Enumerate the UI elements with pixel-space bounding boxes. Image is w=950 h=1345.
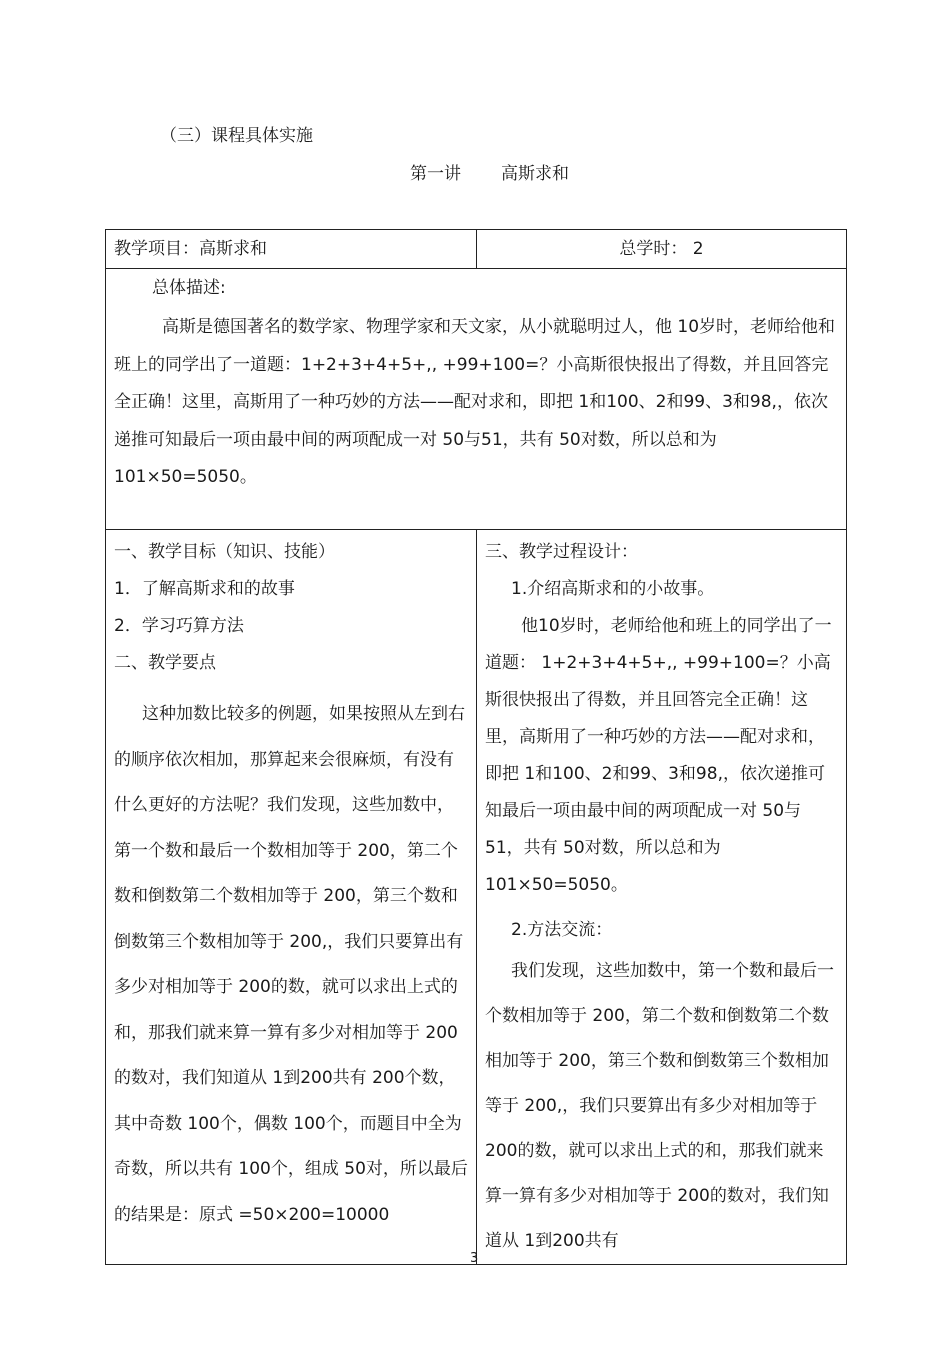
page-number: 3 xyxy=(470,1251,479,1266)
left-column xyxy=(106,530,477,1265)
section-heading: （三）课程具体实施 xyxy=(160,126,313,146)
step-2-title: 2.方法交流： xyxy=(511,920,613,940)
step-1-title: 1.介绍高斯求和的小故事。 xyxy=(511,579,715,599)
goal-2: 2．学习巧算方法 xyxy=(114,616,244,636)
step-1-text: 他10岁时，老师给他和班上的同学出了一道题： 1+2+3+4+5+,, +99+100=？小高斯很快报出了得数，并且回答完全正确！这里，高斯用了一种巧妙的方法——配对求和，即把 1和100、2和99、3和98,，依次递推可知最后一项由最中间的两项配成一对 50与51，共有 50对数，所以总和为 101×50=5050。 xyxy=(485,616,832,895)
lecture-topic: 高斯求和 xyxy=(501,164,569,184)
step-2-text: 我们发现，这些加数中，第一个数和最后一个数相加等于 200，第二个数和倒数第二个数相加等于 200，第三个数和倒数第三个数相加等于 200,，我们只要算出有多少对相加等于 200的数，就可以求出上式的和，那我们就来算一算有多少对相加等于 200的数对，我们知道从 1到200共有 xyxy=(485,961,834,1251)
process-title: 三、教学过程设计： xyxy=(485,542,638,562)
keypoints-text: 这种加数比较多的例题，如果按照从左到右的顺序依次相加，那算起来会很麻烦，有没有什么更好的方法呢？我们发现，这些加数中，第一个数和最后一个数相加等于 200，第二个数和倒数第二个数相加等于 200，第三个数和倒数第三个数相加等于 200,，我们只要算出有多少对相加等于 200的数，就可以求出上式的和，那我们就来算一算有多少对相加等于 200的数对，我们知道从 1到200共有 200个数，其中奇数 100个，偶数 100个，而题目中全为奇数，所以共有 100个，组成 50对，所以最后的结果是：原式 =50×200=10000 xyxy=(114,704,468,1225)
project-label: 教学项目：高斯求和 xyxy=(114,239,267,259)
hours-cell xyxy=(477,230,847,269)
lesson-table xyxy=(105,229,847,1265)
goal-1: 1．了解高斯求和的故事 xyxy=(114,579,295,599)
hours-label: 总学时： 2 xyxy=(619,239,704,259)
lecture-title xyxy=(410,159,569,184)
lecture-number: 第一讲 xyxy=(410,164,461,184)
goals-title: 一、教学目标（知识、技能） xyxy=(114,542,335,562)
overview-cell xyxy=(106,269,847,530)
overview-text: 高斯是德国著名的数学家、物理学家和天文家，从小就聪明过人，他 10岁时，老师给他和班上的同学出了一道题：1+2+3+4+5+,, +99+100=？小高斯很快报出了得数，并且回答完全正确！这里，高斯用了一种巧妙的方法——配对求和，即把 1和100、2和99、3和98,，依次递推可知最后一项由最中间的两项配成一对 50与51，共有 50对数，所以总和为 101×50=5050。 xyxy=(114,317,836,487)
keypoints-title: 二、教学要点 xyxy=(114,653,216,673)
right-column xyxy=(477,530,847,1265)
project-cell xyxy=(106,230,477,269)
overview-title: 总体描述: xyxy=(152,278,226,298)
